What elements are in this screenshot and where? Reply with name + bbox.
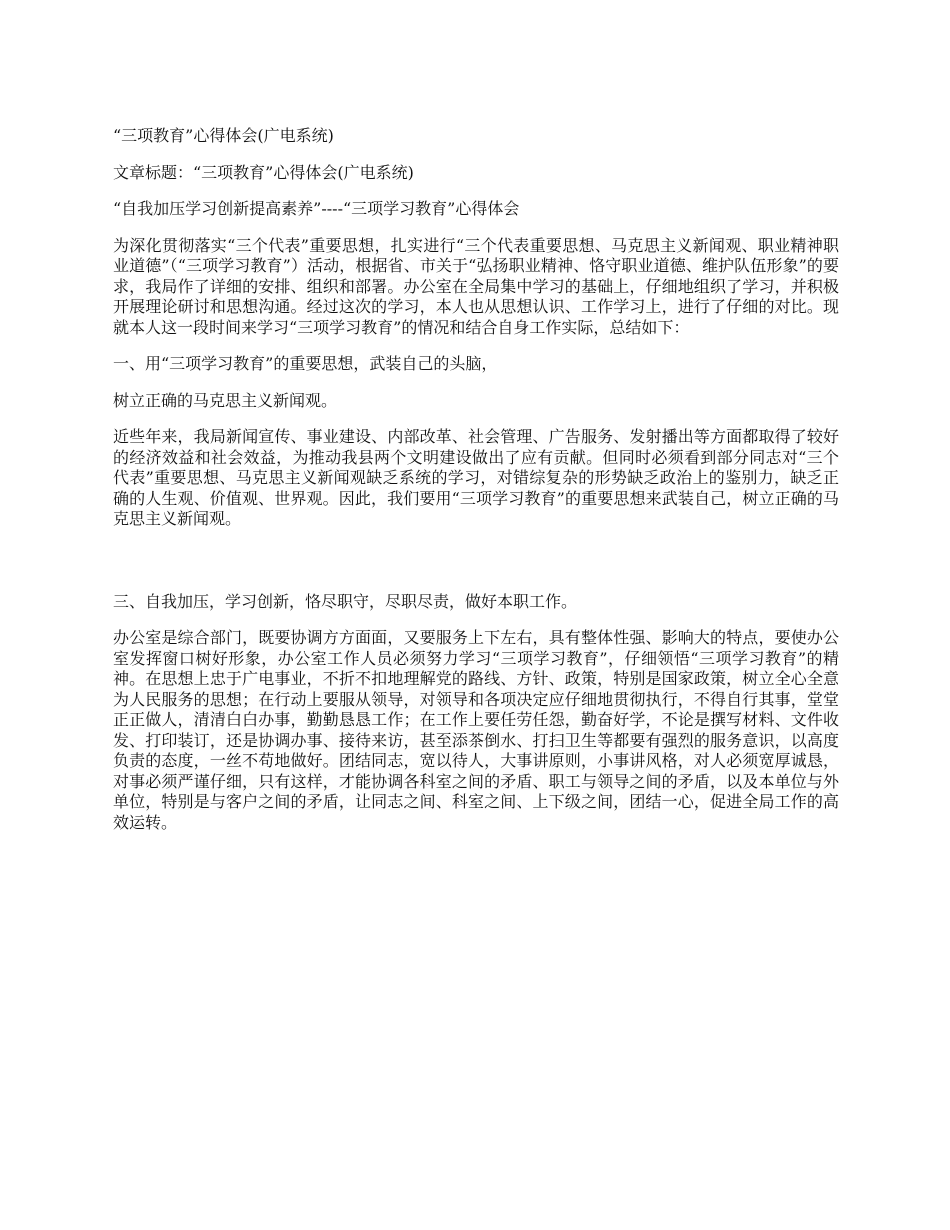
- section3-body: 办公室是综合部门，既要协调方方面面，又要服务上下左右，具有整体性强、影响大的特点，要使办公室发挥窗口树好形象，办公室工作人员必须努力学习“三项学习教育”，仔细领悟“三项学习教育”的精神。在思想上忠于广电事业，不折不扣地理解党的路线、方针、政策，特别是国家政策，树立全心全意为人民服务的思想；在行动上要服从领导，对领导和各项决定应仔细地贯彻执行，不得自行其事，堂堂正正做人，清清白白办事，勤勤恳恳工作；在工作上要任劳任怨，勤奋好学，不论是撰写材料、文件收发、打印装订，还是协调办事、接待来访，甚至添茶倒水、打扫卫生等都要有强烈的服务意识，以高度负责的态度，一丝不苟地做好。团结同志，宽以待人，大事讲原则，小事讲风格，对人必须宽厚诚恳，对事必须严谨仔细，只有这样，才能协调各科室之间的矛盾、职工与领导之间的矛盾，以及本单位与外单位，特别是与客户之间的矛盾，让同志之间、科室之间、上下级之间，团结一心，促进全局工作的高效运转。: [113, 628, 839, 832]
- document-subtitle: “自我加压学习创新提高素养”----“三项学习教育”心得体会: [113, 199, 520, 218]
- intro-paragraph: 为深化贯彻落实“三个代表”重要思想，扎实进行“三个代表重要思想、马克思主义新闻观、职业精神职业道德”（“三项学习教育”）活动，根据省、市关于“弘扬职业精神、恪守职业道德、维护队伍形象”的要求，我局作了详细的安排、组织和部署。办公室在全局集中学习的基础上，仔细地组织了学习，并积极开展理论研讨和思想沟通。经过这次的学习，本人也从思想认识、工作学习上，进行了仔细的对比。现就本人这一段时间来学习“三项学习教育”的情况和结合自身工作实际，总结如下：: [113, 235, 839, 337]
- section1-subheading: 树立正确的马克思主义新闻观。: [113, 390, 338, 410]
- article-title: 文章标题：“三项教育”心得体会(广电系统): [113, 162, 414, 182]
- section-gap: [113, 530, 839, 592]
- document-page: [113, 126, 839, 833]
- section3-heading: 三、自我加压，学习创新，恪尽职守，尽职尽责，做好本职工作。: [113, 591, 578, 611]
- document-title: “三项教育”心得体会(广电系统): [113, 126, 334, 145]
- section1-heading: 一、用“三项学习教育”的重要思想，武装自己的头脑，: [113, 354, 498, 373]
- section1-body: 近些年来，我局新闻宣传、事业建设、内部改革、社会管理、广告服务、发射播出等方面都取得了较好的经济效益和社会效益，为推动我县两个文明建设做出了应有贡献。但同时必须看到部分同志对“三个代表”重要思想、马克思主义新闻观缺乏系统的学习，对错综复杂的形势缺乏政治上的鉴别力，缺乏正确的人生观、价值观、世界观。因此，我们要用“三项学习教育”的重要思想来武装自己，树立正确的马克思主义新闻观。: [113, 427, 839, 528]
